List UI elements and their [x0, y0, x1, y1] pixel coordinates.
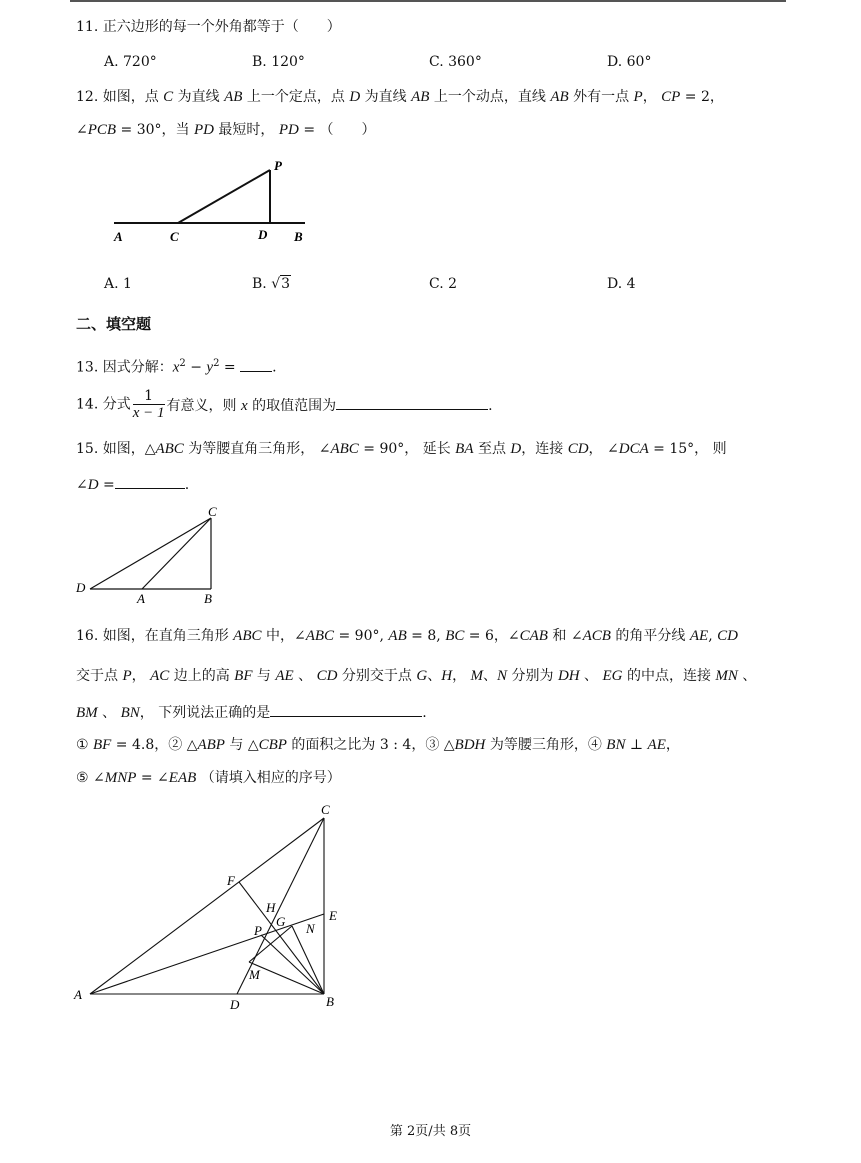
text-fragment: ，	[642, 89, 662, 105]
label-a: A	[114, 229, 123, 244]
math-symbol: BM	[76, 705, 98, 721]
q14-fraction	[133, 388, 165, 421]
q16-line2	[76, 667, 756, 685]
math-symbol: CD	[567, 441, 589, 457]
text-fragment: 、	[293, 668, 317, 684]
text-fragment: 16. 如图，在直角三角形	[76, 628, 234, 644]
math-symbol: BA	[455, 441, 474, 457]
q16-figure	[70, 800, 360, 1015]
q13-exp2: 2	[213, 358, 220, 369]
math-symbol: AE	[689, 628, 709, 644]
q14-numerator: 1	[133, 388, 165, 405]
segment-dc	[90, 518, 211, 589]
text-fragment: 、	[579, 668, 603, 684]
text-fragment: 上一个动点，直线	[429, 89, 551, 105]
text-fragment: ，	[665, 737, 680, 753]
math-symbol: BDH	[454, 737, 486, 753]
text-fragment: ,	[708, 628, 718, 644]
math-symbol: ABP	[197, 737, 225, 753]
q13-eq: =	[219, 359, 241, 376]
page-footer: 第 2页/共 8页	[389, 1124, 472, 1139]
math-symbol: AC	[150, 668, 170, 684]
text-fragment: = 15°， 则	[648, 441, 727, 457]
math-symbol: MNP	[104, 770, 137, 786]
q15-angle: ∠	[76, 477, 88, 493]
math-symbol: ABC	[155, 441, 184, 457]
text-fragment: 上一个定点，点	[242, 89, 350, 105]
label-b: B	[294, 229, 303, 244]
math-symbol: AB	[550, 89, 569, 105]
text-fragment: = ∠	[136, 770, 169, 786]
math-symbol: H	[441, 668, 453, 684]
text-fragment: 至点	[473, 441, 511, 457]
text-fragment: （请填入相应的序号）	[196, 770, 341, 786]
q15-eq: =	[98, 477, 115, 493]
text-fragment: ①	[76, 737, 94, 753]
q13-prefix: 13. 因式分解：	[76, 359, 173, 376]
text-fragment: 与	[252, 668, 276, 684]
math-symbol: AB	[388, 628, 407, 644]
label-n: N	[306, 921, 315, 936]
top-rule	[70, 0, 786, 2]
q13-blank[interactable]	[240, 357, 272, 372]
math-symbol: CP	[661, 89, 681, 105]
text-fragment: 和 ∠	[547, 628, 583, 644]
sqrt-radicand: 3	[281, 276, 291, 292]
q14-mid: 有意义，则	[166, 397, 241, 414]
math-symbol: EAB	[168, 770, 197, 786]
label-g: G	[276, 914, 286, 929]
text-fragment: 为等腰三角形，④	[485, 737, 607, 753]
label-e: E	[329, 908, 337, 923]
sqrt-symbol: √3	[271, 276, 291, 292]
text-fragment: 中，∠	[261, 628, 306, 644]
text-fragment: = 6，∠	[464, 628, 520, 644]
math-symbol: PD	[278, 122, 299, 138]
text-fragment: 15. 如图，△	[76, 441, 156, 457]
q16-line5	[76, 769, 341, 787]
q14-tail: .	[488, 397, 493, 414]
label-d: D	[76, 580, 86, 595]
q12-option-a: A. 1	[104, 276, 132, 292]
math-symbol: EG	[602, 668, 623, 684]
q11-option-c: C. 360°	[429, 54, 482, 70]
text-fragment: = 2，	[680, 89, 724, 105]
q11-option-b: B. 120°	[252, 54, 305, 70]
math-symbol: BF	[234, 668, 253, 684]
text-fragment: 与 △	[224, 737, 259, 753]
text-fragment: 、	[97, 705, 121, 721]
text-fragment: ，	[131, 668, 151, 684]
math-symbol: AB	[224, 89, 243, 105]
math-symbol: D	[349, 89, 361, 105]
q13-minus: −	[185, 359, 207, 376]
text-fragment: ∠	[76, 122, 88, 138]
segment-cp	[178, 170, 270, 223]
math-symbol: P	[122, 668, 132, 684]
math-symbol: AB	[411, 89, 430, 105]
text-fragment: = 90°， 延长	[358, 441, 456, 457]
text-fragment: 边上的高	[169, 668, 235, 684]
math-symbol: ABC	[330, 441, 359, 457]
text-fragment: 的角平分线	[610, 628, 690, 644]
math-symbol: C	[163, 89, 174, 105]
text-fragment: 交于点	[76, 668, 123, 684]
label-f: F	[227, 873, 235, 888]
q12-option-d: D. 4	[607, 276, 636, 292]
label-m: M	[249, 967, 260, 982]
text-fragment: = （ ）	[298, 122, 376, 138]
math-symbol: ACB	[582, 628, 611, 644]
text-fragment: 如图，点	[98, 89, 164, 105]
q16-line4	[76, 736, 680, 754]
label-c: C	[208, 504, 217, 519]
math-symbol: PCB	[87, 122, 117, 138]
text-fragment: ， ∠	[588, 441, 619, 457]
q13-x: x	[172, 359, 180, 376]
q14-blank[interactable]	[336, 395, 488, 410]
math-symbol: ABC	[305, 628, 335, 644]
q12-number: 12.	[76, 89, 99, 105]
segment-bm	[249, 962, 324, 994]
q16-line1	[76, 627, 738, 645]
segment-bn	[292, 926, 324, 994]
label-b: B	[326, 994, 334, 1009]
math-symbol: ABC	[233, 628, 262, 644]
q15-tail: .	[184, 477, 190, 493]
text-fragment: = 4.8，② △	[111, 737, 198, 753]
text-fragment: 分别交于点	[337, 668, 417, 684]
text-fragment: ⑤ ∠	[76, 770, 105, 786]
math-symbol: D	[510, 441, 522, 457]
math-symbol: BN	[606, 737, 626, 753]
text-fragment: 的面积之比为 3 : 4，③ △	[286, 737, 455, 753]
q15-line2	[76, 474, 189, 494]
math-symbol: M	[470, 668, 484, 684]
text-fragment: 最短时，	[213, 122, 279, 138]
text-fragment: 为直线	[360, 89, 412, 105]
label-d: D	[258, 227, 268, 242]
q12-line1	[76, 88, 724, 106]
q14-suffix: 的取值范围为	[247, 397, 337, 414]
q11-stem: 11. 正六边形的每一个外角都等于（ ）	[76, 19, 341, 35]
label-h: H	[266, 900, 276, 915]
q15-figure	[70, 502, 230, 608]
math-symbol: CD	[717, 628, 738, 644]
math-symbol: CAB	[519, 628, 548, 644]
text-fragment: = 8,	[406, 628, 446, 644]
q11-option-a: A. 720°	[104, 54, 157, 70]
q12-figure	[100, 150, 320, 250]
math-symbol: DCA	[618, 441, 649, 457]
q13-y: y	[206, 359, 214, 376]
q15-line1	[76, 440, 727, 458]
q12-line2	[76, 121, 376, 139]
q14-denominator: x − 1	[132, 405, 165, 421]
q14-var: x	[240, 397, 248, 414]
text-fragment: 、	[483, 668, 498, 684]
segment-ac	[142, 518, 211, 589]
q14-prefix: 14. 分式	[76, 396, 131, 413]
q16-blank[interactable]	[270, 702, 422, 717]
math-symbol: PD	[193, 122, 214, 138]
text-fragment: ，连接	[521, 441, 568, 457]
segment-bp	[261, 935, 324, 994]
text-fragment: 为等腰直角三角形， ∠	[183, 441, 331, 457]
math-symbol: BF	[93, 737, 112, 753]
label-a: A	[137, 591, 145, 606]
text-fragment: 分别为	[507, 668, 558, 684]
text-fragment: = 30°，当	[116, 122, 194, 138]
q15-blank[interactable]	[115, 474, 185, 489]
segment-ac	[90, 818, 324, 994]
math-symbol: AE	[275, 668, 294, 684]
q15-var: D	[87, 477, 99, 493]
text-fragment: 、	[427, 668, 442, 684]
q11-option-d: D. 60°	[607, 54, 652, 70]
q12-option-b	[252, 275, 291, 293]
text-fragment: 、	[737, 668, 757, 684]
math-symbol: N	[497, 668, 508, 684]
q13-line	[76, 355, 277, 377]
math-symbol: BC	[445, 628, 465, 644]
text-fragment: 为直线	[173, 89, 225, 105]
text-fragment: ⊥	[625, 737, 648, 753]
label-b: B	[204, 591, 212, 606]
math-symbol: BN	[120, 705, 140, 721]
q13-tail: .	[272, 359, 277, 376]
q16-line3	[76, 702, 427, 722]
label-c: C	[321, 802, 330, 817]
math-symbol: G	[416, 668, 428, 684]
math-symbol: AE	[647, 737, 666, 753]
label-p: P	[254, 923, 262, 938]
text-fragment: ， 下列说法正确的是	[139, 705, 271, 721]
text-fragment: 外有一点	[568, 89, 634, 105]
label-p: P	[274, 158, 282, 173]
q12-option-b-label: B.	[252, 276, 272, 292]
text-fragment: 的中点，连接	[622, 668, 716, 684]
label-d: D	[230, 997, 240, 1012]
segment-ae	[90, 914, 324, 994]
q14-line	[76, 388, 493, 421]
label-a: A	[74, 987, 82, 1002]
text-fragment: = 90°,	[334, 628, 389, 644]
q12-option-c: C. 2	[429, 276, 458, 292]
math-symbol: CBP	[258, 737, 287, 753]
label-c: C	[170, 229, 179, 244]
text-fragment: ，	[452, 668, 471, 684]
math-symbol: DH	[557, 668, 580, 684]
section-heading: 二、填空题	[76, 315, 152, 333]
math-symbol: P	[633, 89, 643, 105]
math-symbol: CD	[316, 668, 338, 684]
q14-rest	[167, 398, 493, 414]
q16-tail: .	[422, 705, 427, 721]
math-symbol: MN	[715, 668, 738, 684]
q13-exp1: 2	[179, 358, 186, 369]
